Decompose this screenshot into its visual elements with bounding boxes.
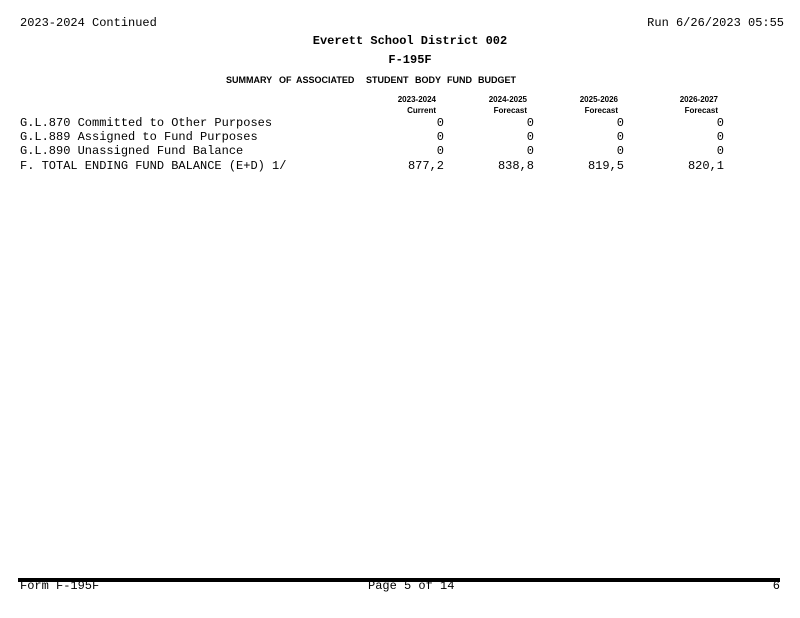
column-type: Forecast <box>684 106 718 115</box>
footer-right-number: 6 <box>772 579 780 593</box>
column-header <box>489 94 527 116</box>
summary-word: OF <box>279 75 292 85</box>
summary-word: BODY <box>415 75 442 85</box>
form-title: F-195F <box>388 53 432 67</box>
table-cell: 0 <box>616 144 624 158</box>
table-cell: 838,8 <box>497 159 534 173</box>
summary-word: SUMMARY <box>226 75 273 85</box>
column-year: 2024-2025 <box>488 95 527 104</box>
row-label-total-ending-balance: F. TOTAL ENDING FUND BALANCE (E+D) 1/ <box>20 159 287 173</box>
footer-form-name: Form F-195F <box>20 579 100 593</box>
column-year: 2023-2024 <box>397 95 436 104</box>
table-cell: 0 <box>436 116 444 130</box>
header-run-timestamp: Run 6/26/2023 05:55 <box>647 16 784 30</box>
summary-word: STUDENT <box>366 75 409 85</box>
table-cell: 0 <box>436 144 444 158</box>
column-type: Forecast <box>493 106 527 115</box>
column-year: 2025-2026 <box>579 95 618 104</box>
table-cell: 0 <box>616 116 624 130</box>
table-cell: 0 <box>436 130 444 144</box>
row-label-unassigned: G.L.890 Unassigned Fund Balance <box>20 144 244 158</box>
column-type: Current <box>407 106 436 115</box>
table-cell: 0 <box>616 130 624 144</box>
column-year: 2026-2027 <box>679 95 718 104</box>
column-type: Forecast <box>584 106 618 115</box>
table-cell: 819,5 <box>587 159 624 173</box>
table-cell: 820,1 <box>687 159 724 173</box>
summary-word: BUDGET <box>478 75 516 85</box>
summary-word: ASSOCIATED <box>296 75 355 85</box>
table-cell: 0 <box>716 116 724 130</box>
district-name: Everett School District 002 <box>312 34 508 48</box>
summary-word: FUND <box>447 75 472 85</box>
table-cell: 0 <box>526 144 534 158</box>
table-cell: 0 <box>526 116 534 130</box>
header-continued: 2023-2024 Continued <box>20 16 157 30</box>
column-header <box>398 94 436 116</box>
table-cell: 0 <box>716 144 724 158</box>
row-label-committed: G.L.870 Committed to Other Purposes <box>20 116 273 130</box>
column-header <box>580 94 618 116</box>
footer-page-number: Page 5 of 14 <box>368 579 455 593</box>
table-cell: 0 <box>716 130 724 144</box>
row-label-assigned: G.L.889 Assigned to Fund Purposes <box>20 130 258 144</box>
table-cell: 877,2 <box>407 159 444 173</box>
table-cell: 0 <box>526 130 534 144</box>
column-header <box>680 94 718 116</box>
